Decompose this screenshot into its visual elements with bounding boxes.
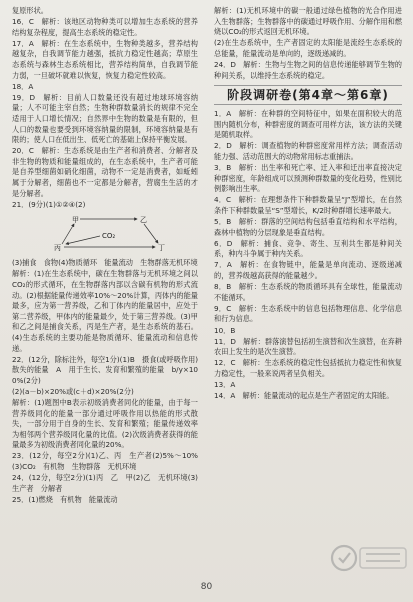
- paragraph: 21．(9分)(1)①②④(2): [12, 199, 86, 209]
- paragraph: 2．D 解析：调查植物的种群密度常用样方法；调查活动能力强、活动范围大的动物常用标志重捕法。: [214, 141, 402, 162]
- paragraph: 24．D 解析：生物与生物之间的信息传递能够调节生物的种间关系，以维持生态系统的稳定。: [214, 59, 402, 80]
- watermark-logo: [330, 538, 410, 578]
- paragraph: 14．A 解析：能量流动的起点是生产者固定的太阳能。: [214, 391, 394, 401]
- paragraph: 3．B 解析：出生率和死亡率、迁入率和迁出率直接决定种群密度，年龄组成可以预测种群数量的变化趋势，性别比例影响出生率。: [214, 163, 402, 194]
- paragraph: 解析：(1)题图中B表示初级消费者同化的能量，由于每一营养级同化的能量一部分通过呼吸作用以热能的形式散失，一部分用于自身的生长、发育和繁殖；能量传递效率为相邻两个营养级同化量的比值。(2)次级消费者获得的能量最多为初级消费者同化量的20%。: [12, 398, 198, 450]
- node-jia: 甲: [72, 216, 79, 225]
- edge: [66, 236, 100, 244]
- paragraph: 18．A: [12, 81, 34, 91]
- paragraph: 9．C 解析：生态系统中的信息包括物理信息、化学信息和行为信息。: [214, 303, 402, 324]
- paragraph: 17．A 解析：在生态系统中，生物种类越多，营养结构越复杂，自我调节能力越强，抵抗力稳定性越高；草原生态系统与森林生态系统相比，营养结构简单，自我调节能力弱，一旦破坏就难以恢复，恢复力稳定性较高。: [12, 38, 198, 80]
- paragraph: (3)捕食 食物(4)物质循环 能量流动 生物群落无机环境: [12, 258, 198, 268]
- paragraph: 7．A 解析：在食物链中，能量是单向流动、逐级递减的，营养级越高获得的能量越少。: [214, 260, 402, 281]
- paragraph: 19．D 解析：目前人口数量还没有超过地球环境容纳量；人不可能主宰自然；生物种群数量消长的规律不完全适用于人口增长情况；自然界中生物的数量是有限的，但人口的数量也要受到环境容纳量的限制，环境容纳量是有限的；使人口在低出生、低死亡的基础上保持平衡发展。: [12, 92, 198, 145]
- node-bing: 丙: [54, 244, 61, 253]
- paragraph: (2)在生态系统中，生产者固定的太阳能是流经生态系统的总能量，能量流动是单向的，逐级递减的。: [214, 38, 402, 58]
- paragraph: 复原形状。: [12, 6, 48, 15]
- paragraph: 16．C 解析：该地区动物种类可以增加生态系统的营养结构复杂程度，提高生态系统的稳定性。: [12, 17, 198, 37]
- paragraph: 22．(12分，除标注外，每空1分)(1)B 摄食(或呼吸作用)散失的能量 A 用于生长、发育和繁殖的能量 b/y×100%(2分): [12, 354, 198, 385]
- right-column: [214, 6, 402, 402]
- paragraph: 1．A 解析：在种群的空间特征中，如果在面积较大的范围内随机分布，种群密度的调查可用样方法，该方法的关键是随机取样。: [214, 109, 402, 140]
- carbon-cycle-diagram: [12, 212, 198, 256]
- paragraph: 解析：(1)在生态系统中，碳在生物群落与无机环境之间以CO₂的形式循环，在生物群落内部以含碳有机物的形式流动。(2)根据能量传递效率10%～20%计算，丙体内的能量最多，应为第一营养级，乙和丁体内的能量居中，应处于第二营养级，甲体内的能量最少，处于第三营养级。(3)甲和乙之间是捕食关系，丙是生产者，是生态系统的基石。(4)生态系统的主要功能是物质循环、能量流动和信息传递。: [12, 269, 198, 353]
- paragraph: 5．B 解析：群落的空间结构包括垂直结构和水平结构，森林中植物的分层现象是垂直结构。: [214, 217, 402, 237]
- paragraph: 23．(12分，每空2分)(1)乙、丙 生产者(2)5%～10%(3)CO₂ 有机物 生物群落 无机环境: [12, 451, 198, 472]
- paragraph: 10．B: [214, 325, 236, 335]
- chapter-title: 阶段调研卷(第4章～第6章): [214, 85, 402, 105]
- diagram-svg: [12, 212, 198, 256]
- paragraph: 12．C 解析：生态系统的稳定性包括抵抗力稳定性和恢复力稳定性，一般来说两者呈负相关。: [214, 358, 402, 378]
- node-co2: CO₂: [102, 232, 116, 241]
- paragraph: 11．D 解析：群落演替包括初生演替和次生演替，在弃耕农田上发生的是次生演替。: [214, 336, 402, 357]
- paragraph: 解析：(1)无机环境中的碳一般通过绿色植物的光合作用进入生物群落；生物群落中的碳通过呼吸作用、分解作用和燃烧以CO₂的形式返回无机环境。: [214, 6, 402, 37]
- paragraph: (2)(a－b)×20%或(c＋d)×20%(2分): [12, 386, 134, 396]
- left-column: [12, 6, 198, 506]
- paragraph: 13．A: [214, 380, 236, 389]
- node-yi: 乙: [140, 216, 147, 225]
- node-ding: 丁: [158, 244, 165, 253]
- paragraph: 6．D 解析：捕食、竞争、寄生、互利共生都是种间关系，种内斗争属于种内关系。: [214, 238, 402, 259]
- paragraph: 4．C 解析：在理想条件下种群数量呈“J”型增长，在自然条件下种群数量呈“S”型增长，K/2时种群增长速率最大。: [214, 195, 402, 215]
- edge: [62, 224, 74, 244]
- paragraph: 25．(1)燃烧 有机物 能量流动: [12, 494, 118, 504]
- paragraph: 20．C 解析：生态系统是由生产者和消费者、分解者及非生物的物质和能量组成的，在生态系统中，生产者可能是自养型细菌如硝化细菌，动物不一定是消费者，如蚯蚓属于分解者，细菌也不一定都是分解者，营腐生生活的才是分解者。: [12, 146, 198, 198]
- paragraph: 24．(12分，每空2分)(1)丙 乙 甲(2)乙 无机环境(3)生产者 分解者: [12, 473, 198, 493]
- page-number: 80: [200, 582, 213, 592]
- paragraph: 8．B 解析：生态系统的物质循环具有全球性，能量流动不能循环。: [214, 282, 402, 302]
- edge: [144, 224, 158, 243]
